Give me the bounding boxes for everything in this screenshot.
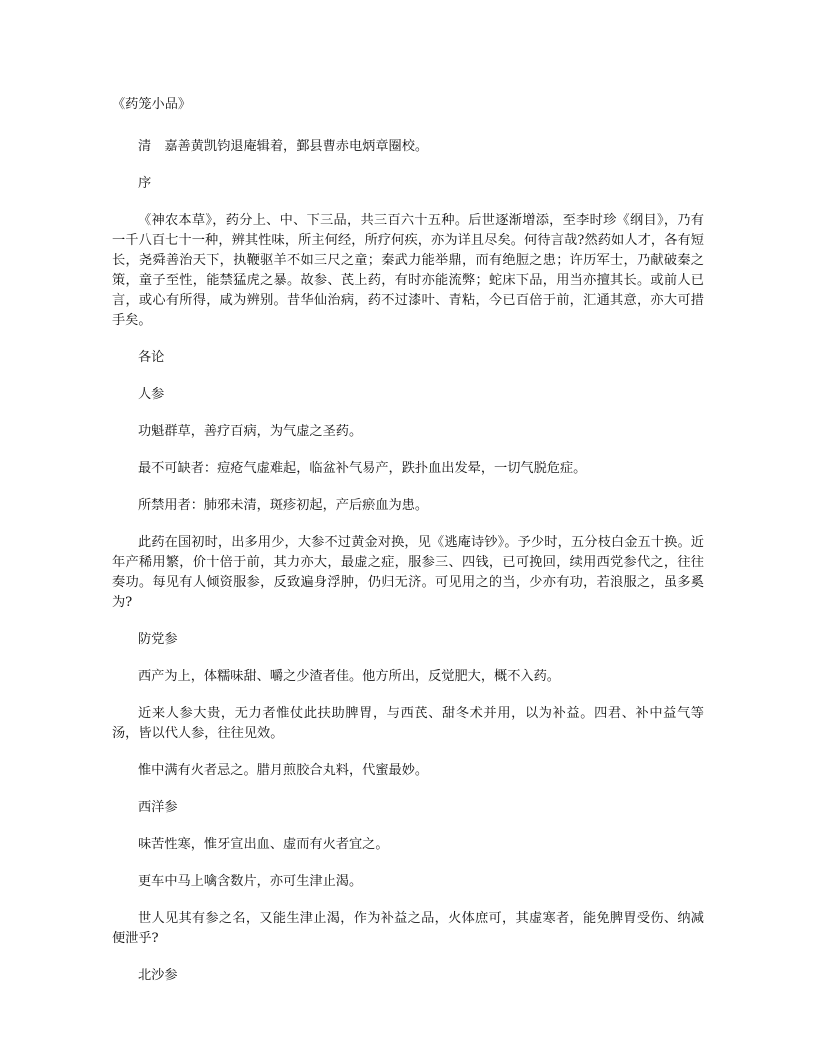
body-paragraph: 味苦性寒，惟牙宣出血、虚而有火者宜之。 xyxy=(138,837,389,852)
author-line: 清 嘉善黄凯钧退庵辑着，鄞县曹赤电炳章圈校。 xyxy=(138,139,429,154)
body-paragraph: 更车中马上噙含数片，亦可生津止渴。 xyxy=(138,874,363,889)
body-paragraph: 此药在国初时，出多用少，大参不过黄金对换，见《逃庵诗钞》。予少时，五分枝白金五十换。近年产稀用繁，价十倍于前，其力亦大，最虚之症，服参三、四钱，已可挽回，续用西党参代之，往往奏功。每见有人倾资服参，反致遍身浮肿，仍归无济。可见用之的当，少亦有功，若浪服之，虽多奚为? xyxy=(112,535,704,610)
body-paragraph: 世人见其有参之名，又能生津止渴，作为补益之品，火体庶可，其虚寒者，能免脾胃受伤、纳减便泄乎? xyxy=(112,911,704,946)
document-page xyxy=(112,95,704,1003)
section-heading-discussion: 各论 xyxy=(138,350,165,365)
body-paragraph: 所禁用者：肺邪未清，斑疹初起，产后瘀血为患。 xyxy=(138,498,429,513)
section-heading-preface: 序 xyxy=(138,176,152,191)
herb-heading-fangdangshen: 防党参 xyxy=(138,632,178,647)
body-paragraph: 功魁群草，善疗百病，为气虚之圣药。 xyxy=(138,424,363,439)
body-paragraph: 惟中满有火者忌之。腊月煎胶合丸料，代蜜最妙。 xyxy=(138,763,429,778)
preface-paragraph: 《神农本草》，药分上、中、下三品，共三百六十五种。后世逐渐增添，至李时珍《纲目》，乃有一千八百七十一种，辨其性味，所主何经，所疗何疾，亦为详且尽矣。何待言哉?然药如人才，各有短长，尧舜善治天下，执鞭驱羊不如三尺之童；秦武力能举鼎，而有绝脰之患；许历军士，乃献破秦之策，童子至性，能禁猛虎之暴。故参、芪上药，有时亦能流弊；蛇床下品，用当亦擅其长。或前人已言，或心有所得，咸为辨别。昔华仙治病，药不过漆叶、青粘，今已百倍于前，汇通其意，亦大可措手矣。 xyxy=(112,213,704,328)
herb-heading-beishashen: 北沙参 xyxy=(138,968,178,983)
herb-heading-renshen: 人参 xyxy=(138,387,165,402)
body-paragraph: 最不可缺者：痘疮气虚难起，临盆补气易产，跌扑血出发晕，一切气脱危症。 xyxy=(138,461,587,476)
document-title: 《药笼小品》 xyxy=(112,97,192,112)
herb-heading-xiyangshen: 西洋参 xyxy=(138,800,178,815)
body-paragraph: 西产为上，体糯味甜、嚼之少渣者佳。他方所出，反觉肥大，概不入药。 xyxy=(138,669,560,684)
body-paragraph: 近来人参大贵，无力者惟仗此扶助脾胃，与西芪、甜冬术并用，以为补益。四君、补中益气等汤，皆以代人参，往往见效。 xyxy=(112,706,704,741)
